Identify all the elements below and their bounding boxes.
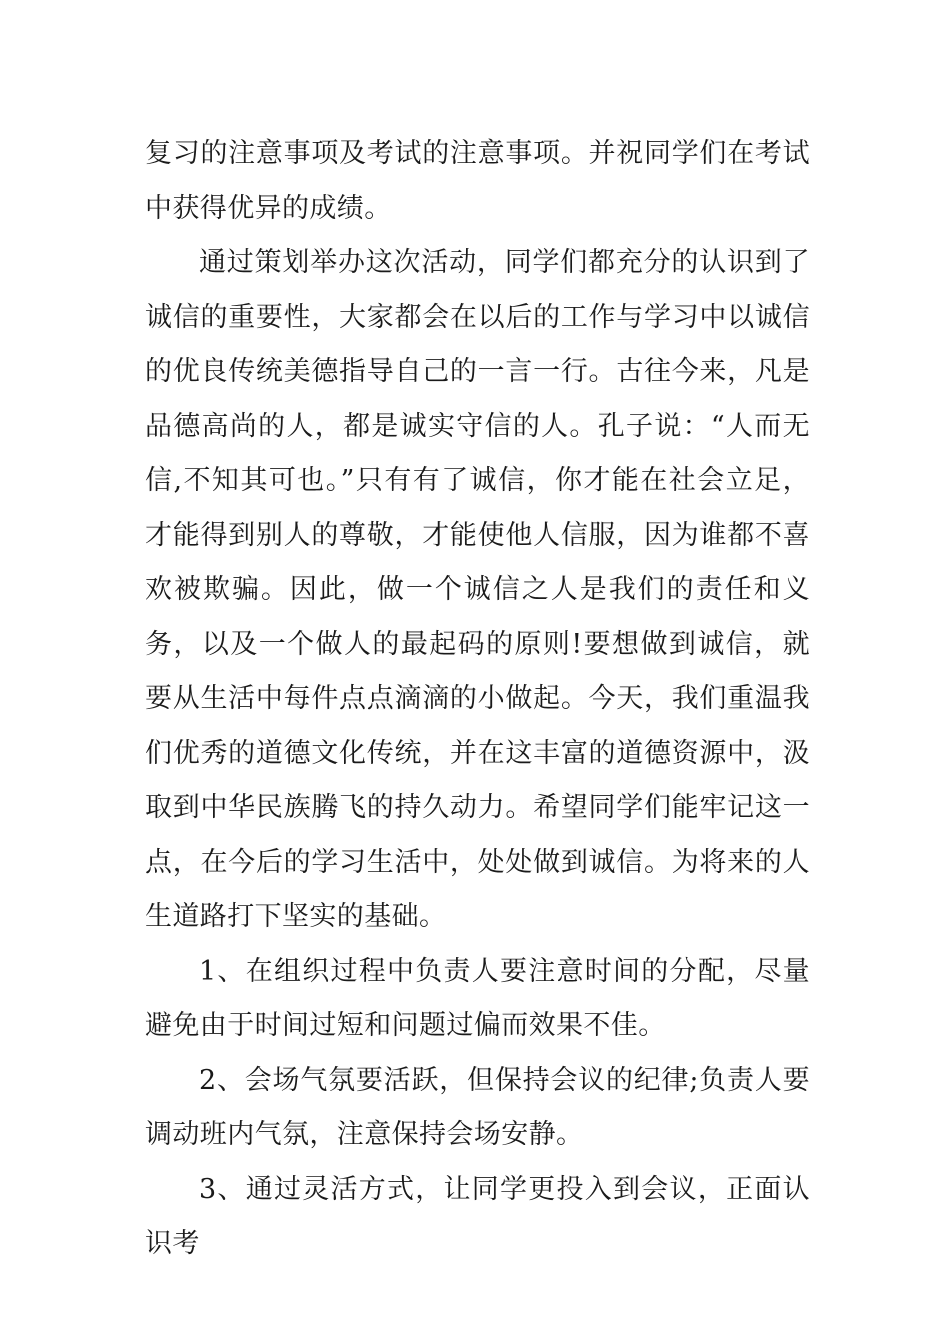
paragraph-note-3: 3、通过灵活方式，让同学更投入到会议，正面认识考 [145,1173,810,1259]
document-body [145,127,810,1272]
paragraph-note-1: 1、在组织过程中负责人要注意时间的分配，尽量避免由于时间过短和问题过偏而效果不佳。 [145,955,810,1041]
paragraph-continuation: 复习的注意事项及考试的注意事项。并祝同学们在考试中获得优异的成绩。 [145,138,810,224]
paragraph-integrity: 通过策划举办这次活动，同学们都充分的认识到了诚信的重要性，大家都会在以后的工作与学习中以诚信的优良传统美德指导自己的一言一行。古往今来，凡是品德高尚的人，都是诚实守信的人。孔子说：“人而无信,不知其可也。”只有有了诚信，你才能在社会立足，才能得到别人的尊敬，才能使他人信服，因为谁都不喜欢被欺骗。因此，做一个诚信之人是我们的责任和义务，以及一个做人的最起码的原则!要想做到诚信，就要从生活中每件点点滴滴的小做起。今天，我们重温我们优秀的道德文化传统，并在这丰富的道德资源中，汲取到中华民族腾飞的持久动力。希望同学们能牢记这一点，在今后的学习生活中，处处做到诚信。为将来的人生道路打下坚实的基础。 [145,247,810,932]
paragraph-note-2: 2、会场气氛要活跃，但保持会议的纪律;负责人要调动班内气氛，注意保持会场安静。 [145,1064,810,1150]
